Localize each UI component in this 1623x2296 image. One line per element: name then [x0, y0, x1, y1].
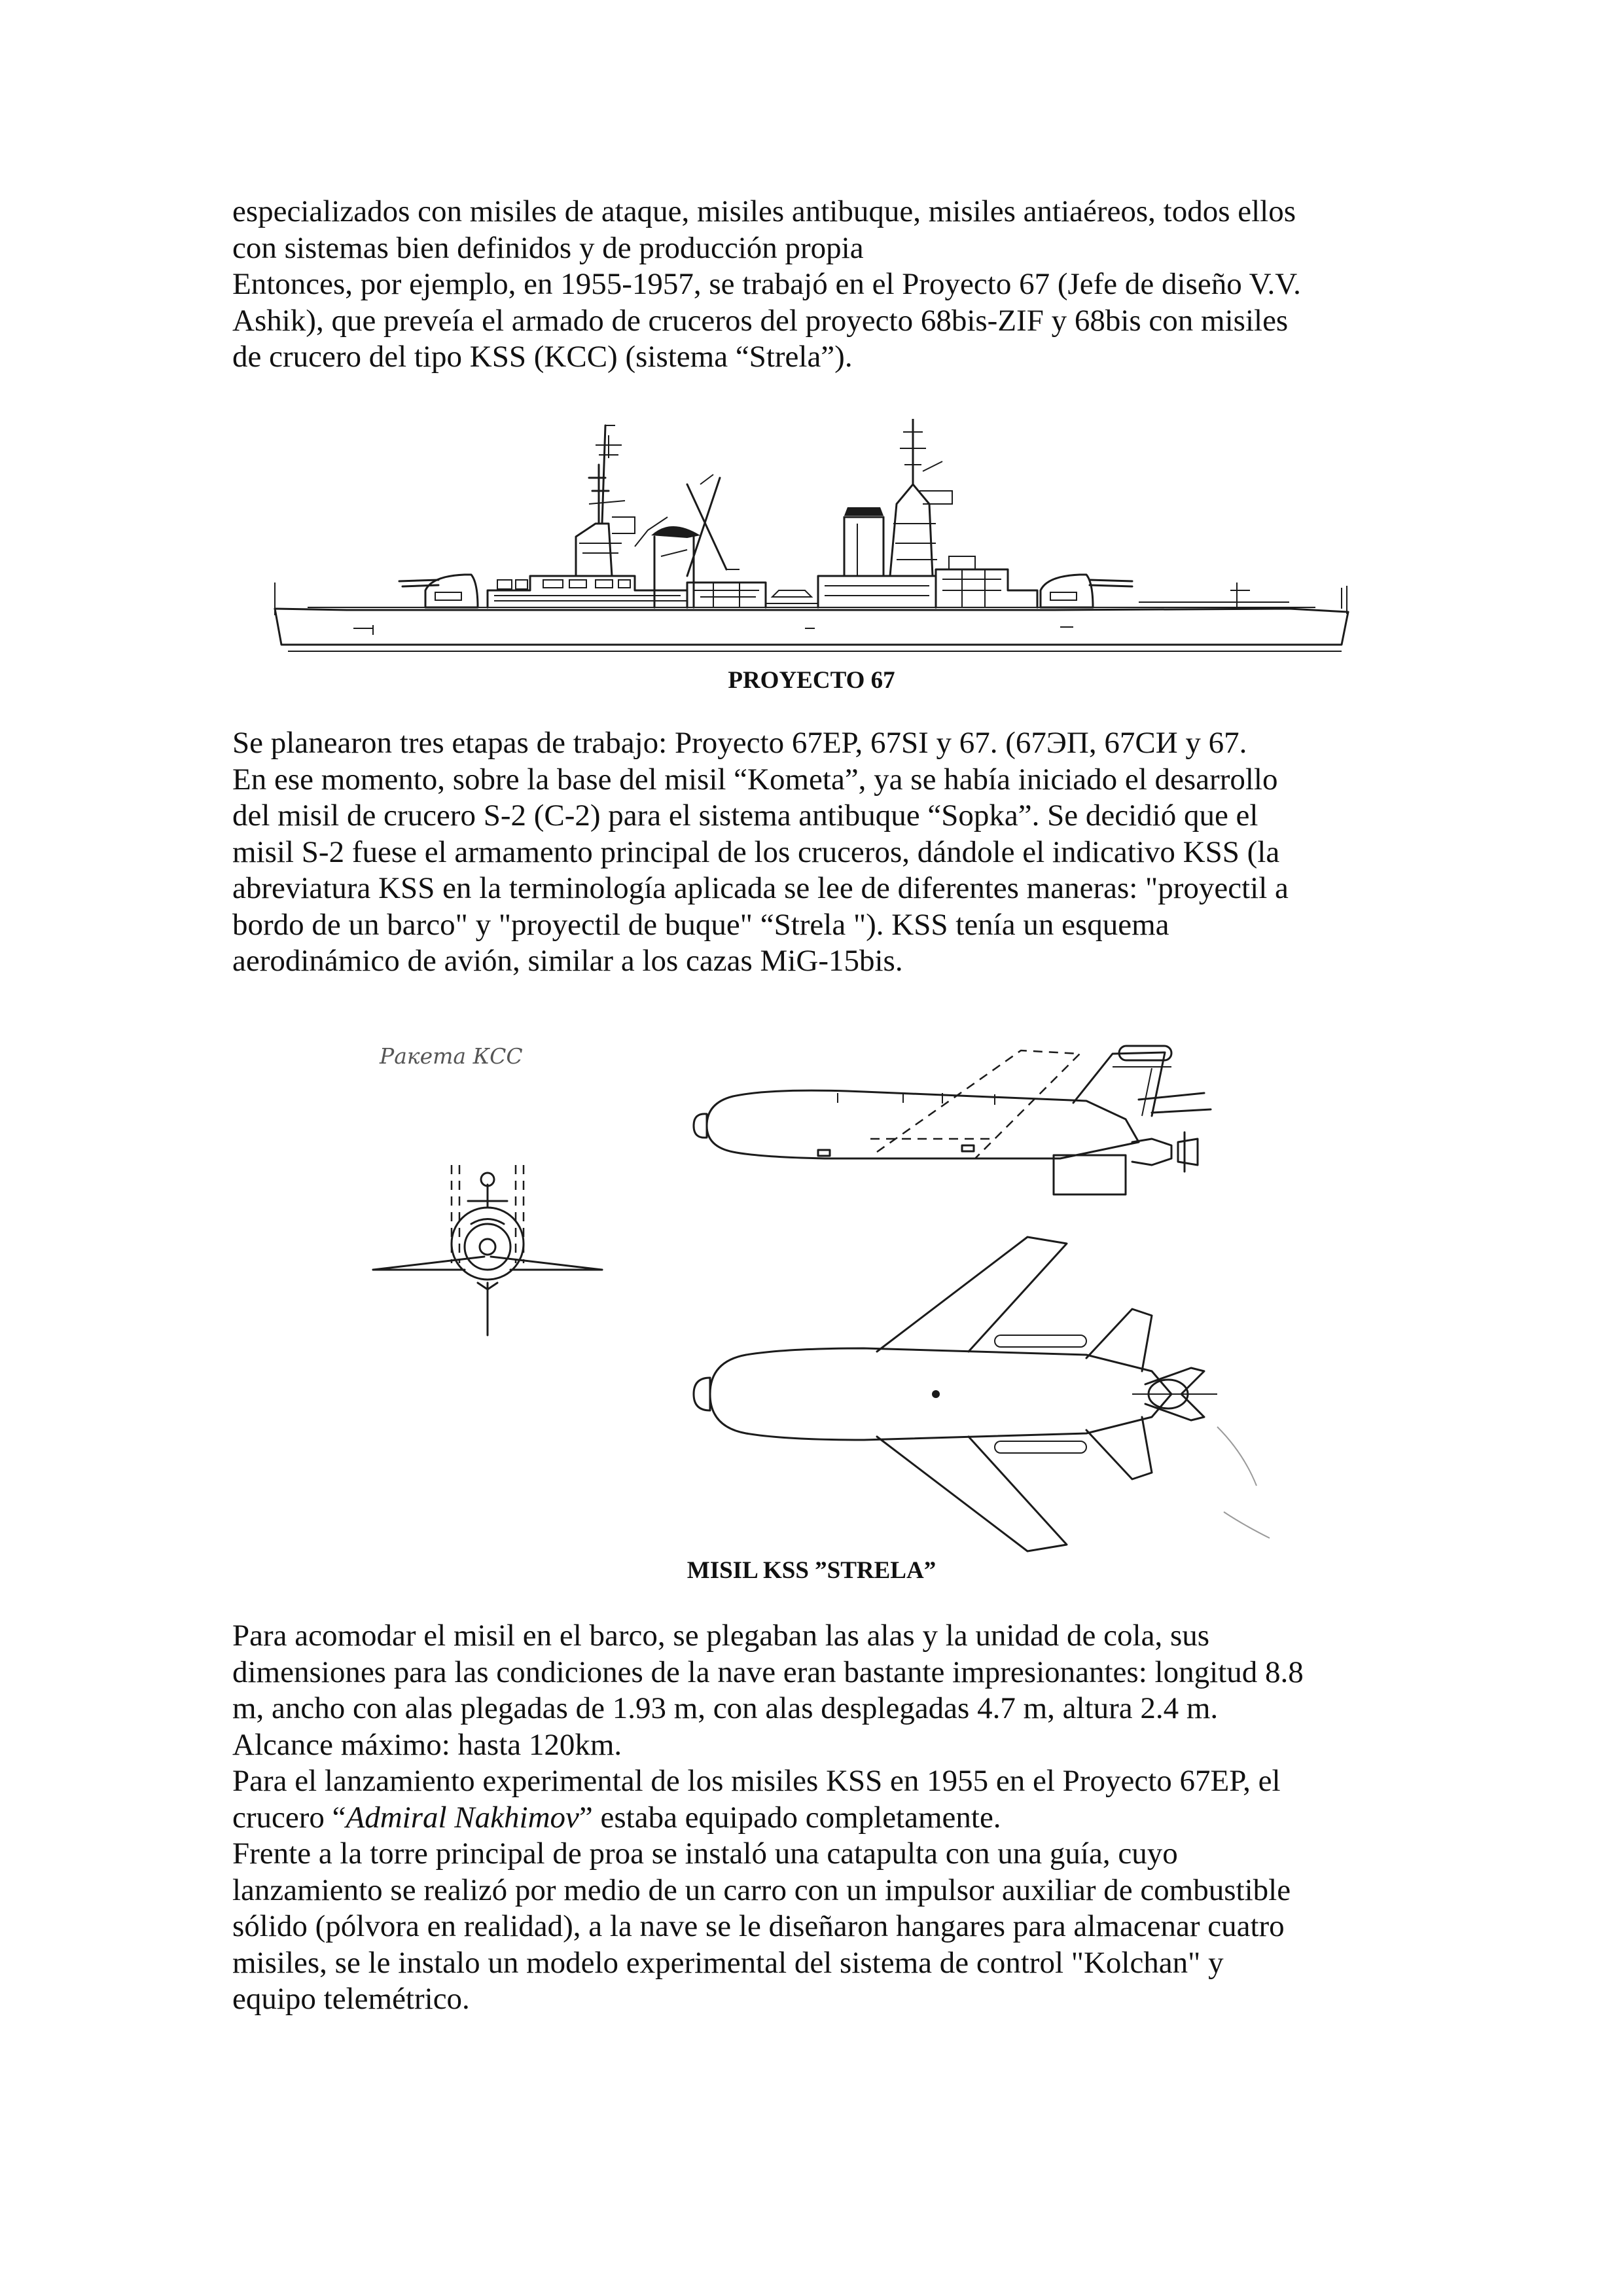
missile-top-view — [694, 1237, 1270, 1551]
missile-front-view — [373, 1165, 602, 1335]
ship-hull — [275, 609, 1348, 645]
text-line: especializados con misiles de ataque, misiles antibuque, misiles antiaéreos, todos ellos — [232, 194, 1296, 228]
text-line: abreviatura KSS en la terminología aplicada se lee de diferentes maneras: "proyectil a — [232, 871, 1289, 905]
missile-figure-label: Ракета КСС — [380, 1043, 523, 1069]
missile-drawing — [366, 1028, 1276, 1577]
text-line — [232, 1800, 1384, 1837]
text-line: con sistemas bien definidos y de producción propia — [232, 230, 864, 265]
text-line: aerodinámico de avión, similar a los cazas MiG-15bis. — [232, 944, 903, 978]
text-line-prefix: crucero “ — [232, 1800, 346, 1835]
text-line: del misil de crucero S-2 (C-2) para el sistema antibuque “Sopka”. Se decidió que el — [232, 798, 1258, 833]
text-line: Se planearon tres etapas de trabajo: Proyecto 67EP, 67SI y 67. (67ЭП, 67СИ y 67. — [232, 726, 1247, 760]
text-line: sólido (pólvora en realidad), a la nave se le diseñaron hangares para almacenar cuatro — [232, 1909, 1285, 1943]
text-line-suffix: ” estaba equipado completamente. — [579, 1800, 1001, 1835]
aft-tower — [890, 484, 933, 576]
text-line: Para acomodar el misil en el barco, se plegaban las alas y la unidad de cola, sus — [232, 1619, 1210, 1653]
text-line: de crucero del tipo KSS (KCC) (sistema “Strela”). — [232, 340, 853, 374]
aft-gun-turret — [1041, 575, 1132, 607]
text-line: Frente a la torre principal de proa se instaló una catapulta con una guía, cuyo — [232, 1837, 1178, 1871]
text-line: dimensiones para las condiciones de la nave eran bastante impresionantes: longitud 8.8 — [232, 1655, 1304, 1689]
paragraph-2 — [232, 725, 1384, 980]
text-line: lanzamiento se realizó por medio de un carro con un impulsor auxiliar de combustible — [232, 1873, 1291, 1907]
missile-side-view — [694, 1046, 1211, 1194]
ship-figure-caption: PROYECTO 67 — [728, 667, 895, 694]
text-line: Para el lanzamiento experimental de los misiles KSS en 1955 en el Proyecto 67EP, el — [232, 1764, 1281, 1798]
forward-gun-turret — [399, 575, 478, 607]
missile-figure-caption: MISIL KSS ”STRELA” — [687, 1557, 936, 1584]
text-line: Entonces, por ejemplo, en 1955-1957, se trabajó en el Proyecto 67 (Jefe de diseño V.V. — [232, 267, 1301, 301]
ship-name: Admiral Nakhimov — [346, 1800, 579, 1835]
paragraph-1 — [232, 194, 1384, 376]
text-line: m, ancho con alas plegadas de 1.93 m, con alas desplegadas 4.7 m, altura 2.4 m. — [232, 1691, 1219, 1725]
text-line: En ese momento, sobre la base del misil “Kometa”, ya se había iniciado el desarrollo — [232, 762, 1278, 797]
text-line: Ashik), que preveía el armado de cruceros del proyecto 68bis-ZIF y 68bis con misiles — [232, 303, 1289, 338]
text-line: misiles, se le instalo un modelo experimental del sistema de control "Kolchan" y — [232, 1945, 1224, 1980]
forward-tower — [576, 524, 612, 576]
text-line: misil S-2 fuese el armamento principal de los cruceros, dándole el indicativo KSS (la — [232, 834, 1280, 869]
paragraph-3 — [232, 1618, 1384, 2018]
text-line: Alcance máximo: hasta 120km. — [232, 1727, 622, 1762]
text-line: equipo telemétrico. — [232, 1982, 470, 2016]
ship-drawing — [268, 419, 1368, 674]
text-line: bordo de un barco" y "proyectil de buque" “Strela "). KSS tenía un esquema — [232, 907, 1169, 942]
